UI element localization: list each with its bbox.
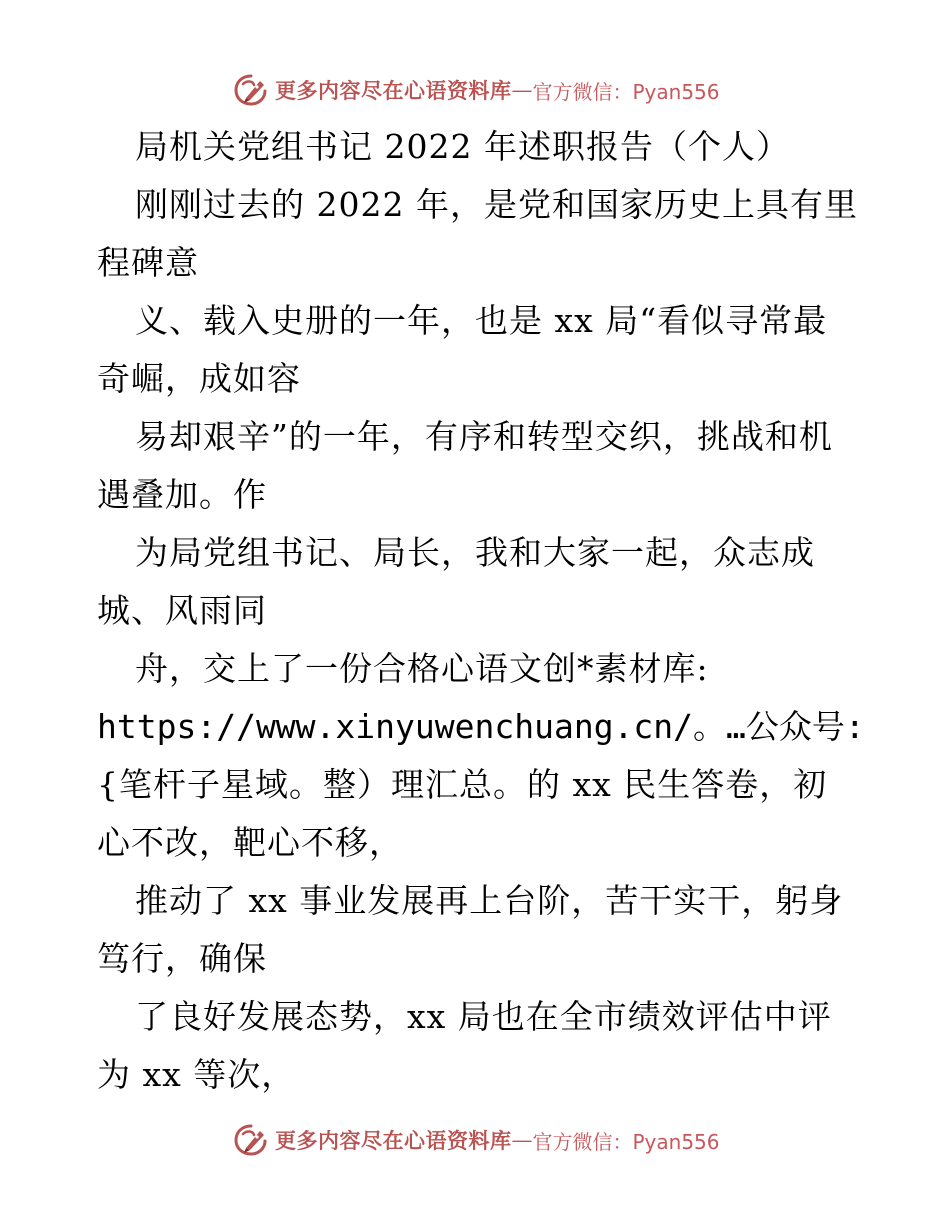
header-banner-main-text: 更多内容尽在心语资料库 bbox=[275, 78, 512, 103]
body-line: 义、载入史册的一年，也是 xx 局“看似寻常最 bbox=[135, 301, 828, 340]
body-line: 为 xx 等次， bbox=[97, 1055, 296, 1094]
document-title: 局机关党组书记 2022 年述职报告（个人） bbox=[135, 127, 790, 166]
body-line: 遇叠加。作 bbox=[97, 475, 267, 514]
footer-banner-wechat: 官方微信：Pyan556 bbox=[532, 1129, 720, 1154]
body-line: 易却艰辛”的一年，有序和转型交织，挑战和机 bbox=[135, 417, 833, 456]
footer-banner bbox=[233, 1120, 720, 1160]
body-line: 为局党组书记、局长，我和大家一起，众志成 bbox=[135, 533, 815, 572]
body-line: {笔杆子星域。整）理汇总。的 xx 民生答卷，初 bbox=[97, 765, 828, 804]
body-line: 笃行，确保 bbox=[97, 939, 267, 978]
body-line: 舟，交上了一份合格心语文创*素材库: bbox=[135, 649, 709, 688]
body-line: 了良好发展态势，xx 局也在全市绩效评估中评 bbox=[135, 997, 832, 1036]
body-line: 程碑意 bbox=[97, 243, 199, 282]
pen-nib-swirl-icon bbox=[233, 72, 269, 108]
header-banner-dash: — bbox=[511, 78, 533, 102]
body-line: 奇崛，成如容 bbox=[97, 359, 301, 398]
footer-banner-main-text: 更多内容尽在心语资料库 bbox=[275, 1128, 512, 1153]
pen-nib-swirl-icon bbox=[233, 1122, 269, 1158]
body-line: 城、风雨同 bbox=[97, 591, 267, 630]
document-body bbox=[97, 118, 865, 1104]
footer-banner-dash: — bbox=[511, 1128, 533, 1152]
body-line: 推动了 xx 事业发展再上台阶，苦干实干，躬身 bbox=[135, 881, 844, 920]
header-banner bbox=[233, 70, 720, 110]
body-line-url: https://www.xinyuwenchuang.cn/。…公众号: bbox=[97, 707, 865, 746]
body-line: 刚刚过去的 2022 年，是党和国家历史上具有里 bbox=[135, 185, 858, 224]
header-banner-wechat: 官方微信：Pyan556 bbox=[532, 79, 720, 104]
body-line: 心不改，靶心不移， bbox=[97, 823, 403, 862]
